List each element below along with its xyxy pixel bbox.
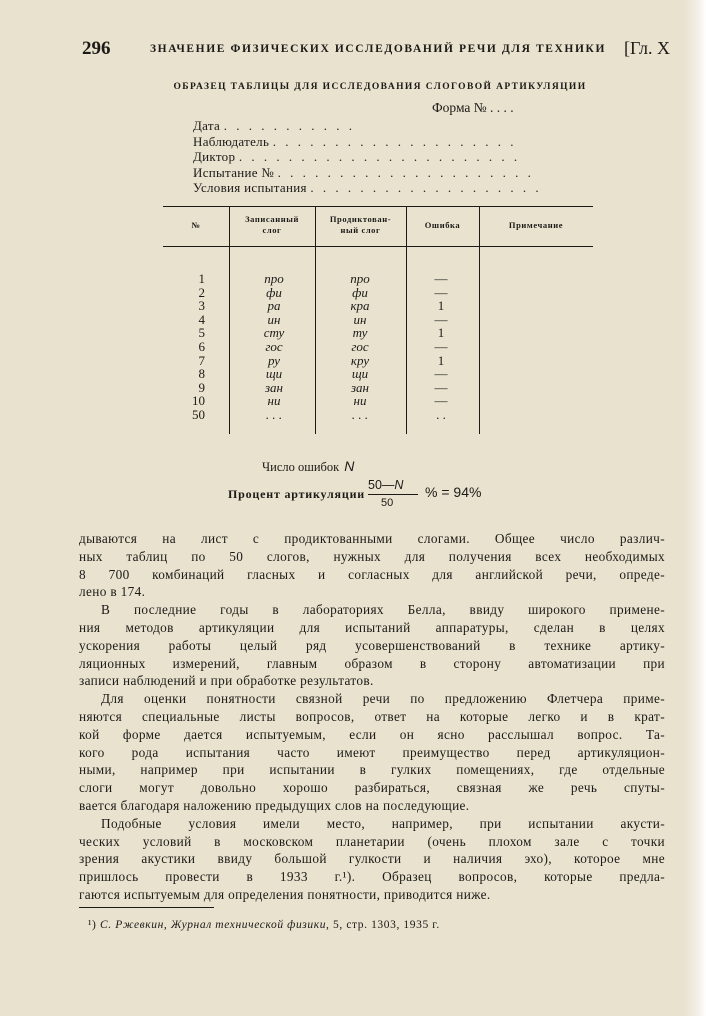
- table-header-rule: [163, 246, 593, 247]
- text-line: зрения акустики ввиду большой гулкости и наличия эхо), которое мне: [79, 851, 665, 867]
- form-field-test-number: Испытание № . . . . . . . . . . . . . . . . . . . . .: [193, 164, 534, 180]
- articulation-formula: [228, 478, 568, 512]
- running-title: ЗНАЧЕНИЕ ФИЗИЧЕСКИХ ИССЛЕДОВАНИЙ РЕЧИ ДЛЯ ТЕХНИКИ: [150, 43, 606, 55]
- form-fields: [193, 118, 553, 196]
- header-recorded: Записанный слог: [245, 214, 299, 235]
- text-line: ускорения работы целый ряд усовершенствований в технике артику-: [79, 637, 665, 653]
- footnote-rule: [79, 907, 214, 908]
- header-number: №: [191, 220, 201, 230]
- table-row: 9 зан зан —: [198, 379, 448, 395]
- table-row: 10 ни ни —: [192, 393, 448, 409]
- formula-denominator: 50: [381, 497, 394, 509]
- form-title: ОБРАЗЕЦ ТАБЛИЦЫ ДЛЯ ИССЛЕДОВАНИЯ СЛОГОВОЙ АРТИКУЛЯЦИИ: [173, 82, 587, 92]
- text-line: ляционных измерений, главным образом в сторону автоматизации при: [79, 655, 665, 671]
- table-row: 3 ра кра 1: [198, 298, 445, 314]
- text-line: лено в 174.: [79, 584, 146, 600]
- form-field-date: Дата . . . . . . . . . . .: [193, 118, 355, 133]
- fraction-bar: [368, 494, 418, 495]
- header-pronounced: Продиктован- ный слог: [329, 214, 392, 235]
- text-line: ными, например при испытании в гулких помещениях, где отдельные: [79, 762, 665, 778]
- form-field-speaker: Диктор . . . . . . . . . . . . . . . . . . . . . . .: [193, 149, 521, 164]
- error-count: Число ошибок N: [262, 458, 355, 474]
- table-row: 8 щи щи —: [198, 366, 448, 382]
- formula-result: % = 94%: [425, 484, 482, 500]
- page-edge: [684, 0, 706, 1016]
- text-line: гаются испытуемым для определения понятности, приводится ниже.: [79, 886, 491, 902]
- table-row: 5 сту ту 1: [198, 325, 445, 341]
- text-line: ния методов артикуляции для испытаний аппаратуры, сделан в целях: [79, 619, 665, 635]
- text-line: пришлось провести в 1933 г.¹). Образец вопросов, которые предла-: [79, 869, 665, 885]
- table-top-rule: [163, 206, 593, 207]
- table-row: 6 гос гос —: [198, 339, 448, 354]
- table-row: 50 . . . . . . . .: [192, 407, 446, 422]
- table-row: 1 про про —: [198, 271, 448, 286]
- running-head: [80, 38, 670, 60]
- text-line: ческих условий в московском планетарии (очень плохом зале с точки: [79, 833, 665, 849]
- formula-label: Процент артикуляции: [228, 487, 365, 501]
- text-line: Подобные условия имели место, например, при испытании акусти-: [101, 815, 665, 831]
- header-error: Ошибка: [424, 220, 461, 230]
- text-line: няются специальные листы вопросов, ответ на которые легко и в крат-: [79, 708, 665, 724]
- text-line: дываются на лист с продиктованными слогами. Общее число различ-: [79, 531, 665, 546]
- body-text: [79, 530, 665, 904]
- table-row: 4 ин ин —: [198, 311, 448, 327]
- text-line: В последние годы в лабораториях Белла, ввиду широкого примене-: [101, 602, 665, 618]
- footnote: ¹) С. Ржевкин, Журнал технической физики, 5, стр. 1303, 1935 г.: [88, 919, 440, 931]
- header-note: Примечание: [508, 220, 564, 230]
- form-number: Форма № . . . .: [432, 100, 514, 115]
- text-line: слоги могут довольно хорошо разбираться, связная же речь спуты-: [79, 780, 665, 796]
- form-field-observer: Наблюдатель . . . . . . . . . . . . . . . . . . . .: [193, 133, 517, 149]
- text-line: 8 700 комбинаций гласных и согласных для английской речи, опреде-: [79, 566, 665, 582]
- formula-numerator: 50—N: [368, 478, 404, 492]
- text-line: Для оценки понятности связной речи по предложению Флетчера приме-: [101, 691, 665, 707]
- text-line: кого рода испытания часто имеют преимущество перед артикуляцион-: [79, 744, 665, 760]
- text-line: вается благодаря наложению предыдущих слов на последующие.: [79, 797, 470, 813]
- table-row: 7 ру кру 1: [198, 352, 445, 368]
- form-field-conditions: Условия испытания . . . . . . . . . . . . . . . . . . .: [193, 180, 542, 195]
- page-number: 296: [82, 38, 111, 59]
- text-line: записи наблюдений и при обработке результатов.: [79, 673, 374, 689]
- chapter-label: [Гл. X: [623, 38, 670, 58]
- text-line: ных таблиц по 50 слогов, нужных для получения всех необходимых: [79, 548, 665, 564]
- table-row: 2 фи фи —: [198, 284, 448, 300]
- text-line: кой форме дается испытуемым, если он ясно расслышал вопрос. Та-: [79, 726, 665, 742]
- articulation-table: [163, 202, 593, 434]
